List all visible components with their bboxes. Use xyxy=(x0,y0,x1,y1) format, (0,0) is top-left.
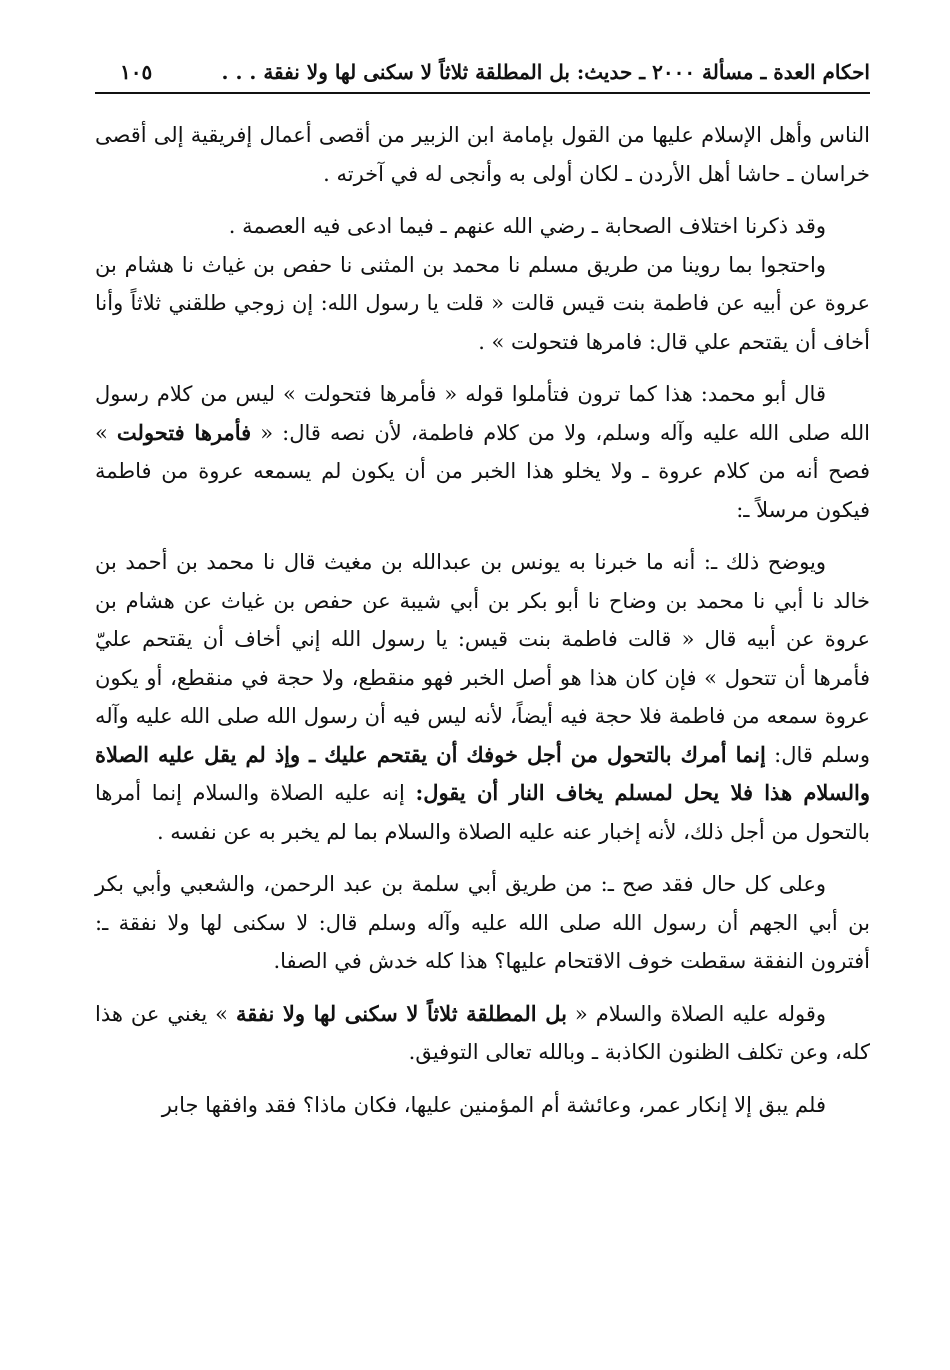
paragraph-6-text: وعلى كل حال فقد صح ـ: من طريق أبي سلمة بن عبد الرحمن، والشعبي وأبي بكر بن أبي الجهم أن رسول الله صلى الله عليه وآله وسلم قال: لا سكنى لها ولا نفقة ـ: أفترون النفقة سقطت خوف الاقتحام عليها؟ هذا كله خدش في الصفا. xyxy=(95,872,870,973)
header-title: احكام العدة ـ مسألة ٢٠٠٠ ـ حديث: بل المطلقة ثلاثاً لا سكنى لها ولا نفقة . . . xyxy=(221,60,870,84)
paragraph-6 xyxy=(95,865,870,981)
book-page xyxy=(95,50,870,1340)
paragraph-5-text-a: ويوضح ذلك ـ: أنه ما خبرنا به يونس بن عبدالله بن مغيث قال نا محمد بن أحمد بن خالد نا أبي نا محمد بن وضاح نا أبو بكر بن أبي شيبة عن حفص بن غياث عن هشام بن عروة عن أبيه قال « قالت فاطمة بنت قيس: يا رسول الله إني أخاف أن يقتحم عليّ فأمرها أن تتحول » فإن كان هذا هو أصل الخبر فهو منقطع، ولا حجة في منقطع، أو يكون عروة سمعه من فاطمة فلا حجة فيه أيضاً، لأنه ليس فيه أن رسول الله صلى الله عليه وآله وسلم قال: xyxy=(95,550,870,767)
paragraph-7-text-b: » يغني عن هذا كله، وعن تكلف الظنون الكاذبة ـ وبالله تعالى التوفيق. xyxy=(95,1001,870,1064)
paragraph-7-bold-hadith: بل المطلقة ثلاثاً لا سكنى لها ولا نفقة xyxy=(235,1000,567,1026)
paragraph-8-text: فلم يبق إلا إنكار عمر، وعائشة أم المؤمنين عليها، فكان ماذا؟ فقد وافقها جابر xyxy=(161,1092,826,1117)
paragraph-5-text-b: إنه عليه الصلاة والسلام إنما أمرها بالتحول من أجل ذلك، لأنه إخبار عنه عليه الصلاة والسلام بما لم يخبر به عن نفسه . xyxy=(95,781,870,844)
paragraph-3 xyxy=(95,246,870,362)
body-text xyxy=(95,116,870,1124)
paragraph-5-bold-passage: إنما أمرك بالتحول من أجل خوفك أن يقتحم عليك ـ وإذ لم يقل عليه الصلاة والسلام هذا فلا يحل لمسلم يخاف النار أن يقول: xyxy=(95,741,871,805)
paragraph-3-text: واحتجوا بما روينا من طريق مسلم نا محمد بن المثنى نا حفص بن غياث نا هشام بن عروة عن أبيه عن فاطمة بنت قيس قالت « قلت يا رسول الله: إن زوجي طلقني ثلاثاً وأنا أخاف أن يقتحم علي قال: فامرها فتحولت » . xyxy=(95,252,870,354)
paragraph-7 xyxy=(95,995,870,1072)
paragraph-4-bold-quote: فأمرها فتحولت xyxy=(116,419,252,445)
paragraph-4 xyxy=(95,375,870,529)
paragraph-7-text-a: وقوله عليه الصلاة والسلام « xyxy=(566,1001,827,1026)
paragraph-4-text-a: قال أبو محمد: هذا كما ترون فتأملوا قوله « فأمرها فتحولت » ليس من كلام رسول الله صلى الله عليه وآله وسلم، ولا من كلام فاطمة، لأن نصه قال: « xyxy=(95,382,870,445)
paragraph-4-text-b: » فصح أنه من كلام عروة ـ ولا يخلو هذا الخبر من أن يكون لم يسمعه عروة من فاطمة فيكون مرسلاً ـ: xyxy=(95,420,870,522)
paragraph-2 xyxy=(95,207,870,246)
paragraph-2-text: وقد ذكرنا اختلاف الصحابة ـ رضي الله عنهم ـ فيما ادعى فيه العصمة . xyxy=(228,214,826,238)
paragraph-1 xyxy=(95,116,870,193)
paragraph-5 xyxy=(95,543,870,851)
running-header xyxy=(95,50,870,94)
paragraph-1-text: الناس وأهل الإسلام عليها من القول بإمامة ابن الزبير من أقصى أعمال إفريقية إلى أقصى خراسان ـ حاشا أهل الأردن ـ لكان أولى به وأنجى له في آخرته . xyxy=(95,123,870,186)
page-number: ١٠٥ xyxy=(120,60,153,84)
paragraph-8 xyxy=(95,1086,870,1125)
